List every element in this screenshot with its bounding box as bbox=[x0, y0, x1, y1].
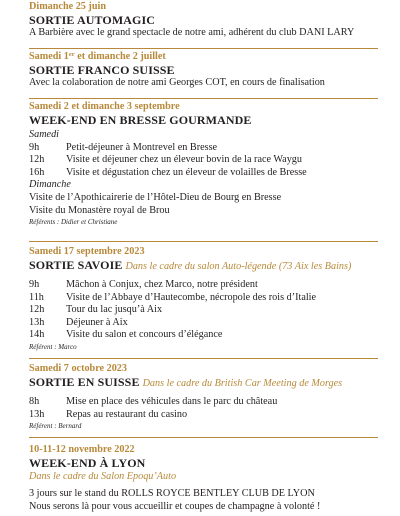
event-title-text: SORTIE SAVOIE bbox=[29, 258, 123, 272]
schedule-activity: Visite et dégustation chez un éleveur de volailles de Bresse bbox=[66, 166, 307, 178]
schedule-time: 13h bbox=[29, 316, 45, 328]
event-title-text: SORTIE EN SUISSE bbox=[29, 375, 140, 389]
event-date: Samedi 7 octobre 2023 bbox=[29, 363, 127, 374]
schedule bbox=[29, 142, 376, 180]
section-divider bbox=[29, 437, 378, 438]
schedule-activity: Visite du salon et concours d’élégance bbox=[66, 329, 223, 341]
event-franco-suisse bbox=[29, 51, 376, 90]
schedule-time: 16h bbox=[29, 166, 45, 178]
event-title-text: SORTIE FRANCO SUISSE bbox=[29, 63, 175, 77]
event-title-text: WEEK-END EN BRESSE GOURMANDE bbox=[29, 113, 252, 127]
schedule-activity: Visite et déjeuner chez un éleveur bovin de la race Waygu bbox=[66, 154, 302, 166]
schedule-row bbox=[29, 292, 376, 305]
schedule-time: 11h bbox=[29, 291, 44, 303]
event-date bbox=[29, 51, 376, 63]
event-title bbox=[29, 258, 376, 274]
schedule-activity: Tour du lac jusqu’à Aix bbox=[66, 304, 163, 316]
event-date: Dimanche 25 juin bbox=[29, 1, 106, 12]
schedule-row bbox=[29, 409, 376, 422]
section-divider bbox=[29, 48, 378, 49]
schedule-activity: Mise en place des véhicules dans le parc du château bbox=[66, 396, 278, 407]
event-title-text: WEEK-END À LYON bbox=[29, 456, 146, 470]
event-suisse bbox=[29, 363, 376, 431]
schedule-row bbox=[29, 317, 376, 330]
day-label-sunday: Dimanche bbox=[29, 179, 71, 191]
schedule-row bbox=[29, 154, 376, 167]
schedule-row bbox=[29, 329, 376, 342]
event-title bbox=[29, 375, 376, 391]
event-referents: Référents : Didier et Christiane bbox=[29, 218, 118, 227]
schedule-row bbox=[29, 142, 376, 155]
event-title-text: SORTIE AUTOMAGIC bbox=[29, 13, 155, 27]
event-bresse-gourmande bbox=[29, 101, 376, 227]
event-referent: Référent : Bernard bbox=[29, 422, 82, 431]
event-date-part1: Samedi 1 bbox=[29, 51, 69, 62]
event-date: Samedi 2 et dimanche 3 septembre bbox=[29, 101, 180, 112]
event-automagic bbox=[29, 1, 376, 40]
event-date-sup: er bbox=[68, 51, 75, 58]
event-subtitle: Dans le cadre du Salon Epoqu’Auto bbox=[29, 471, 177, 482]
schedule-row bbox=[29, 304, 376, 317]
event-title bbox=[29, 63, 376, 77]
event-title bbox=[29, 456, 376, 470]
event-title bbox=[29, 13, 376, 27]
day-label-saturday: Samedi bbox=[29, 129, 59, 140]
schedule-time: 8h bbox=[29, 396, 40, 407]
schedule-time: 14h bbox=[29, 329, 45, 341]
schedule-time: 9h bbox=[29, 279, 40, 290]
event-description: A Barbière avec le grand spectacle de notre ami, adhérent du club DANI LARY bbox=[29, 27, 355, 38]
schedule-time: 12h bbox=[29, 154, 45, 166]
section-divider bbox=[29, 358, 378, 359]
event-referent: Référent : Marco bbox=[29, 342, 77, 351]
event-line: Visite de l’Apothicairerie de l’Hôtel-Dieu de Bourg en Bresse bbox=[29, 191, 282, 203]
schedule-time: 13h bbox=[29, 408, 45, 420]
event-date-part2: et dimanche 2 juillet bbox=[74, 51, 166, 62]
schedule-activity: Petit-déjeuner à Montrevel en Bresse bbox=[66, 141, 218, 153]
schedule-row bbox=[29, 167, 376, 180]
event-line: Visite du Monastère royal de Brou bbox=[29, 204, 170, 216]
event-line: 3 jours sur le stand du ROLLS ROYCE BENTLEY CLUB DE LYON bbox=[29, 488, 315, 499]
event-description: Avec la colaboration de notre ami Georges COT, en cours de finalisation bbox=[29, 77, 325, 88]
section-divider bbox=[29, 98, 378, 99]
schedule-activity: Repas au restaurant du casino bbox=[66, 408, 188, 420]
schedule-row bbox=[29, 279, 376, 292]
event-subtitle: Dans le cadre du British Car Meeting de Morges bbox=[142, 378, 343, 389]
schedule-activity: Visite de l’Abbaye d’Hautecombe, nécropole des rois d’Italie bbox=[66, 291, 317, 303]
schedule-row bbox=[29, 396, 376, 409]
section-divider bbox=[29, 241, 378, 242]
schedule-time: 12h bbox=[29, 304, 45, 316]
event-date: 10-11-12 novembre 2022 bbox=[29, 444, 135, 455]
schedule-time: 9h bbox=[29, 141, 40, 153]
schedule-activity: Déjeuner à Aix bbox=[66, 316, 128, 328]
event-lyon bbox=[29, 444, 376, 513]
event-title bbox=[29, 113, 376, 127]
event-date: Samedi 17 septembre 2023 bbox=[29, 246, 145, 257]
schedule bbox=[29, 396, 376, 421]
event-subtitle: Dans le cadre du salon Auto-légende (73 Aix les Bains) bbox=[125, 261, 352, 272]
event-savoie bbox=[29, 246, 376, 352]
schedule-activity: Mâchon à Conjux, chez Marco, notre président bbox=[66, 279, 258, 290]
event-line: Nous serons là pour vous accueillir et coupes de champagne à volonté ! bbox=[29, 500, 321, 512]
schedule bbox=[29, 279, 376, 342]
